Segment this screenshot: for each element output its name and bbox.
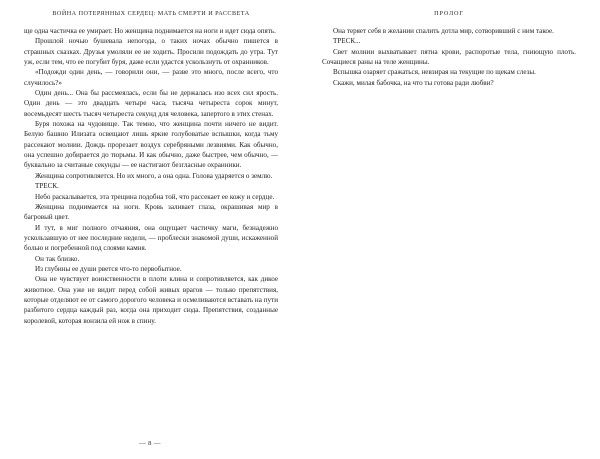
paragraph: Она не чувствует воинственности в плоти клина и сопротивляется, как дикое животное. Она уже не видит перед собой живых врагов — только препятствия, которые отделяют ее от самого дорогого человека и осмеливаются вставать на пути разбитого сердца каждый раз, когда она приходит сюда. Препятствия, созданные королевой, которая вонзила ей нож в спину. [24,275,278,325]
paragraph: Прошлой ночью бушевала непогода, о таких ночах обычно пишется в страшных сказках. Друзья умоляли ее не ходить. Просили подождать до утра. Тут уж, если тем, что ее погубит буря, даже если удастся ускользнуть от охранников. [24,37,278,67]
paragraph: Буря похожа на чудовище. Так темно, что женщина почти ничего не видит. Белую башню Илизата освещают лишь яркие голубоватые вспышки, когда тьму рассекают молнии. Дождь прорезает воздух серебряными лезвиями. Как обычно, она успешно добирается до тюрьмы. И как обычно, даже быстрее, чем обычно, — буквально за считаные секунды — ее настигают безгласные охранники. [24,120,278,170]
left-page-running-head: ВОЙНА ПОТЕРЯННЫХ СЕРДЕЦ: МАТЬ СМЕРТИ И РАССВЕТА [52,10,250,17]
paragraph: ТРЕСК... [333,37,361,46]
paragraph: Вспышка озаряет сражаться, невзирая на текущие по щекам слезы. [333,68,536,77]
right-page [300,0,600,459]
paragraph: Женщина сопротивляется. Но их много, а она одна. Голова ударяется о землю. [35,171,273,180]
paragraph: Один день... Она бы рассмеялась, если бы не держалась изо всех сил ярость. Один день — это двадцать четыре часа, тысяча четыреста сорок минут, восемьдесят шесть тысяч четыреста секунд для человека, запертого в этих стенах. [24,89,278,118]
paragraph: Она теряет себя в желании спалить дотла мир, сотворивший с ним такое. [333,27,554,35]
right-page-body [322,26,576,88]
paragraph: Свет молнии выхватывает пятна крови, распоротые тела, гниющую плоть. Сочащиеся раны на теле женщины. [322,47,576,67]
right-page-running-head: ПРОЛОГ [434,10,464,17]
paragraph: ще одна частичка ее умирает. Но женщина поднимается на ноги и идет сюда опять. [24,27,276,35]
paragraph: Из глубины ее души рвется что-то первобытное. [35,264,182,273]
paragraph: Он так близко. [35,254,80,263]
paragraph: «Подожди один день, — говорили они, — разве это много, после всего, что случилось?» [24,68,278,87]
page-number: — 8 — [139,440,161,447]
paragraph: Женщина поднимается на ноги. Кровь заливает глаза, окрашивая мир в багровый цвет. [24,202,278,222]
paragraph: И тут, в миг полного отчаяния, она ощущает частичку маги, безнадежно ускользавшую от нее последние недели, — проблески знакомой души, искаженной болью и погребенной под слоями камня. [24,223,278,253]
paragraph: Скажи, милая бабочка, на что ты готова ради любви? [333,78,494,87]
paragraph: Небо раскалывается, эта трещина подобна той, что рассекает ее кожу и сердце. [35,192,275,201]
left-page-body [24,26,278,326]
paragraph: ТРЕСК. [35,182,59,191]
